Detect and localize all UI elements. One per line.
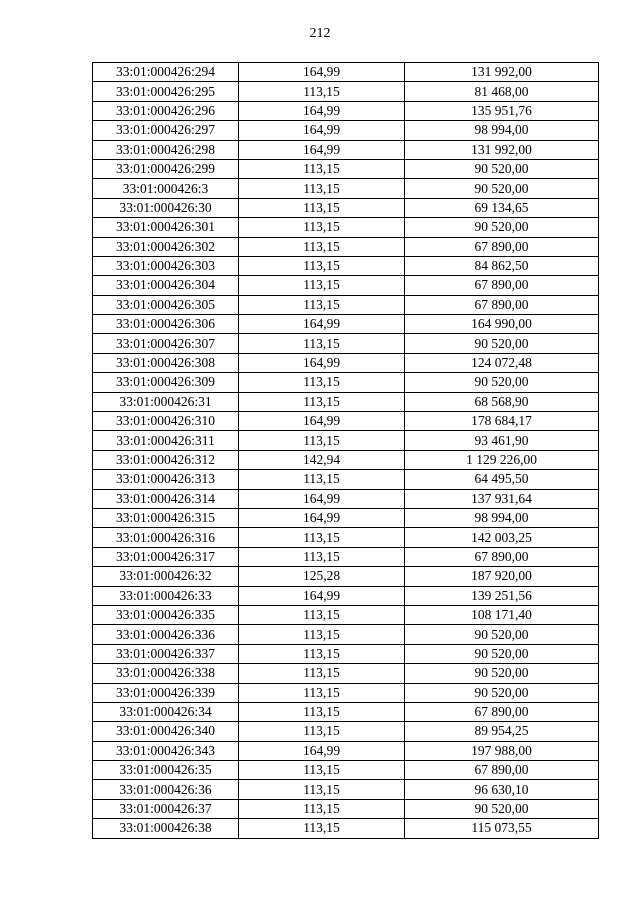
value-cell: 90 520,00 xyxy=(405,334,599,353)
cadastral-number-cell: 33:01:000426:305 xyxy=(93,295,239,314)
table-row xyxy=(93,392,599,411)
area-cell: 164,99 xyxy=(239,508,405,527)
table-row xyxy=(93,237,599,256)
cadastral-number-cell: 33:01:000426:296 xyxy=(93,101,239,120)
table-row xyxy=(93,489,599,508)
table-row xyxy=(93,567,599,586)
cadastral-number-cell: 33:01:000426:303 xyxy=(93,256,239,275)
table-row xyxy=(93,702,599,721)
area-cell: 113,15 xyxy=(239,159,405,178)
area-cell: 164,99 xyxy=(239,315,405,334)
value-cell: 67 890,00 xyxy=(405,702,599,721)
value-cell: 96 630,10 xyxy=(405,780,599,799)
value-cell: 90 520,00 xyxy=(405,625,599,644)
area-cell: 113,15 xyxy=(239,295,405,314)
area-cell: 164,99 xyxy=(239,489,405,508)
area-cell: 113,15 xyxy=(239,179,405,198)
value-cell: 164 990,00 xyxy=(405,315,599,334)
value-cell: 131 992,00 xyxy=(405,140,599,159)
value-cell: 98 994,00 xyxy=(405,508,599,527)
value-cell: 137 931,64 xyxy=(405,489,599,508)
value-cell: 67 890,00 xyxy=(405,295,599,314)
cadastral-number-cell: 33:01:000426:31 xyxy=(93,392,239,411)
cadastral-number-cell: 33:01:000426:317 xyxy=(93,547,239,566)
value-cell: 135 951,76 xyxy=(405,101,599,120)
value-cell: 90 520,00 xyxy=(405,799,599,818)
area-cell: 113,15 xyxy=(239,625,405,644)
area-cell: 164,99 xyxy=(239,63,405,82)
table-row xyxy=(93,431,599,450)
area-cell: 113,15 xyxy=(239,470,405,489)
cadastral-number-cell: 33:01:000426:304 xyxy=(93,276,239,295)
table-row xyxy=(93,450,599,469)
area-cell: 113,15 xyxy=(239,799,405,818)
cadastral-number-cell: 33:01:000426:336 xyxy=(93,625,239,644)
table-row xyxy=(93,315,599,334)
cadastral-number-cell: 33:01:000426:307 xyxy=(93,334,239,353)
area-cell: 113,15 xyxy=(239,547,405,566)
value-cell: 68 568,90 xyxy=(405,392,599,411)
cadastral-number-cell: 33:01:000426:340 xyxy=(93,722,239,741)
value-cell: 67 890,00 xyxy=(405,761,599,780)
value-cell: 139 251,56 xyxy=(405,586,599,605)
table-row xyxy=(93,63,599,82)
table-row xyxy=(93,722,599,741)
cadastral-number-cell: 33:01:000426:339 xyxy=(93,683,239,702)
table-row xyxy=(93,159,599,178)
value-cell: 90 520,00 xyxy=(405,683,599,702)
table-row xyxy=(93,528,599,547)
table-row xyxy=(93,780,599,799)
cadastral-number-cell: 33:01:000426:316 xyxy=(93,528,239,547)
table-row xyxy=(93,218,599,237)
area-cell: 164,99 xyxy=(239,353,405,372)
value-cell: 67 890,00 xyxy=(405,237,599,256)
value-cell: 90 520,00 xyxy=(405,159,599,178)
area-cell: 164,99 xyxy=(239,412,405,431)
table-row xyxy=(93,121,599,140)
table-row xyxy=(93,644,599,663)
cadastral-number-cell: 33:01:000426:312 xyxy=(93,450,239,469)
table-row xyxy=(93,101,599,120)
cadastral-number-cell: 33:01:000426:314 xyxy=(93,489,239,508)
area-cell: 113,15 xyxy=(239,276,405,295)
area-cell: 113,15 xyxy=(239,683,405,702)
cadastral-number-cell: 33:01:000426:302 xyxy=(93,237,239,256)
cadastral-number-cell: 33:01:000426:310 xyxy=(93,412,239,431)
value-cell: 124 072,48 xyxy=(405,353,599,372)
table-row xyxy=(93,295,599,314)
table-row xyxy=(93,605,599,624)
value-cell: 90 520,00 xyxy=(405,179,599,198)
table-row xyxy=(93,799,599,818)
cadastral-number-cell: 33:01:000426:34 xyxy=(93,702,239,721)
cadastral-number-cell: 33:01:000426:30 xyxy=(93,198,239,217)
area-cell: 113,15 xyxy=(239,702,405,721)
cadastral-number-cell: 33:01:000426:32 xyxy=(93,567,239,586)
value-cell: 81 468,00 xyxy=(405,82,599,101)
value-cell: 142 003,25 xyxy=(405,528,599,547)
table-body xyxy=(93,63,599,839)
table-row xyxy=(93,140,599,159)
table-row xyxy=(93,664,599,683)
area-cell: 164,99 xyxy=(239,741,405,760)
table-row xyxy=(93,819,599,838)
value-cell: 89 954,25 xyxy=(405,722,599,741)
cadastral-number-cell: 33:01:000426:35 xyxy=(93,761,239,780)
area-cell: 113,15 xyxy=(239,761,405,780)
area-cell: 113,15 xyxy=(239,218,405,237)
area-cell: 164,99 xyxy=(239,586,405,605)
cadastral-number-cell: 33:01:000426:311 xyxy=(93,431,239,450)
cadastral-number-cell: 33:01:000426:306 xyxy=(93,315,239,334)
cadastral-table xyxy=(92,62,599,839)
cadastral-number-cell: 33:01:000426:37 xyxy=(93,799,239,818)
cadastral-number-cell: 33:01:000426:36 xyxy=(93,780,239,799)
table-row xyxy=(93,683,599,702)
value-cell: 90 520,00 xyxy=(405,664,599,683)
area-cell: 113,15 xyxy=(239,431,405,450)
table-row xyxy=(93,256,599,275)
table-row xyxy=(93,547,599,566)
value-cell: 1 129 226,00 xyxy=(405,450,599,469)
value-cell: 90 520,00 xyxy=(405,644,599,663)
table-row xyxy=(93,373,599,392)
area-cell: 113,15 xyxy=(239,644,405,663)
value-cell: 178 684,17 xyxy=(405,412,599,431)
value-cell: 98 994,00 xyxy=(405,121,599,140)
cadastral-number-cell: 33:01:000426:298 xyxy=(93,140,239,159)
area-cell: 164,99 xyxy=(239,101,405,120)
cadastral-number-cell: 33:01:000426:33 xyxy=(93,586,239,605)
cadastral-number-cell: 33:01:000426:301 xyxy=(93,218,239,237)
area-cell: 113,15 xyxy=(239,780,405,799)
area-cell: 164,99 xyxy=(239,140,405,159)
cadastral-number-cell: 33:01:000426:309 xyxy=(93,373,239,392)
table-row xyxy=(93,586,599,605)
table-row xyxy=(93,198,599,217)
cadastral-number-cell: 33:01:000426:299 xyxy=(93,159,239,178)
table-row xyxy=(93,276,599,295)
value-cell: 93 461,90 xyxy=(405,431,599,450)
table-row xyxy=(93,412,599,431)
area-cell: 113,15 xyxy=(239,722,405,741)
cadastral-number-cell: 33:01:000426:308 xyxy=(93,353,239,372)
cadastral-number-cell: 33:01:000426:294 xyxy=(93,63,239,82)
area-cell: 113,15 xyxy=(239,664,405,683)
area-cell: 113,15 xyxy=(239,392,405,411)
area-cell: 113,15 xyxy=(239,373,405,392)
table-row xyxy=(93,625,599,644)
cadastral-number-cell: 33:01:000426:315 xyxy=(93,508,239,527)
area-cell: 113,15 xyxy=(239,334,405,353)
area-cell: 113,15 xyxy=(239,819,405,838)
cadastral-number-cell: 33:01:000426:3 xyxy=(93,179,239,198)
table-row xyxy=(93,761,599,780)
table-row xyxy=(93,508,599,527)
area-cell: 113,15 xyxy=(239,198,405,217)
value-cell: 69 134,65 xyxy=(405,198,599,217)
cadastral-number-cell: 33:01:000426:38 xyxy=(93,819,239,838)
area-cell: 164,99 xyxy=(239,121,405,140)
table-row xyxy=(93,82,599,101)
cadastral-number-cell: 33:01:000426:337 xyxy=(93,644,239,663)
cadastral-number-cell: 33:01:000426:338 xyxy=(93,664,239,683)
value-cell: 197 988,00 xyxy=(405,741,599,760)
area-cell: 113,15 xyxy=(239,237,405,256)
area-cell: 113,15 xyxy=(239,528,405,547)
page-number: 212 xyxy=(309,26,331,41)
value-cell: 187 920,00 xyxy=(405,567,599,586)
area-cell: 113,15 xyxy=(239,605,405,624)
value-cell: 131 992,00 xyxy=(405,63,599,82)
value-cell: 84 862,50 xyxy=(405,256,599,275)
table-row xyxy=(93,179,599,198)
area-cell: 113,15 xyxy=(239,256,405,275)
value-cell: 64 495,50 xyxy=(405,470,599,489)
area-cell: 125,28 xyxy=(239,567,405,586)
area-cell: 142,94 xyxy=(239,450,405,469)
value-cell: 90 520,00 xyxy=(405,373,599,392)
value-cell: 90 520,00 xyxy=(405,218,599,237)
cadastral-number-cell: 33:01:000426:295 xyxy=(93,82,239,101)
cadastral-number-cell: 33:01:000426:297 xyxy=(93,121,239,140)
table-row xyxy=(93,353,599,372)
cadastral-number-cell: 33:01:000426:313 xyxy=(93,470,239,489)
value-cell: 115 073,55 xyxy=(405,819,599,838)
table-row xyxy=(93,741,599,760)
table-row xyxy=(93,334,599,353)
value-cell: 67 890,00 xyxy=(405,547,599,566)
table-row xyxy=(93,470,599,489)
cadastral-number-cell: 33:01:000426:343 xyxy=(93,741,239,760)
area-cell: 113,15 xyxy=(239,82,405,101)
value-cell: 67 890,00 xyxy=(405,276,599,295)
cadastral-number-cell: 33:01:000426:335 xyxy=(93,605,239,624)
value-cell: 108 171,40 xyxy=(405,605,599,624)
